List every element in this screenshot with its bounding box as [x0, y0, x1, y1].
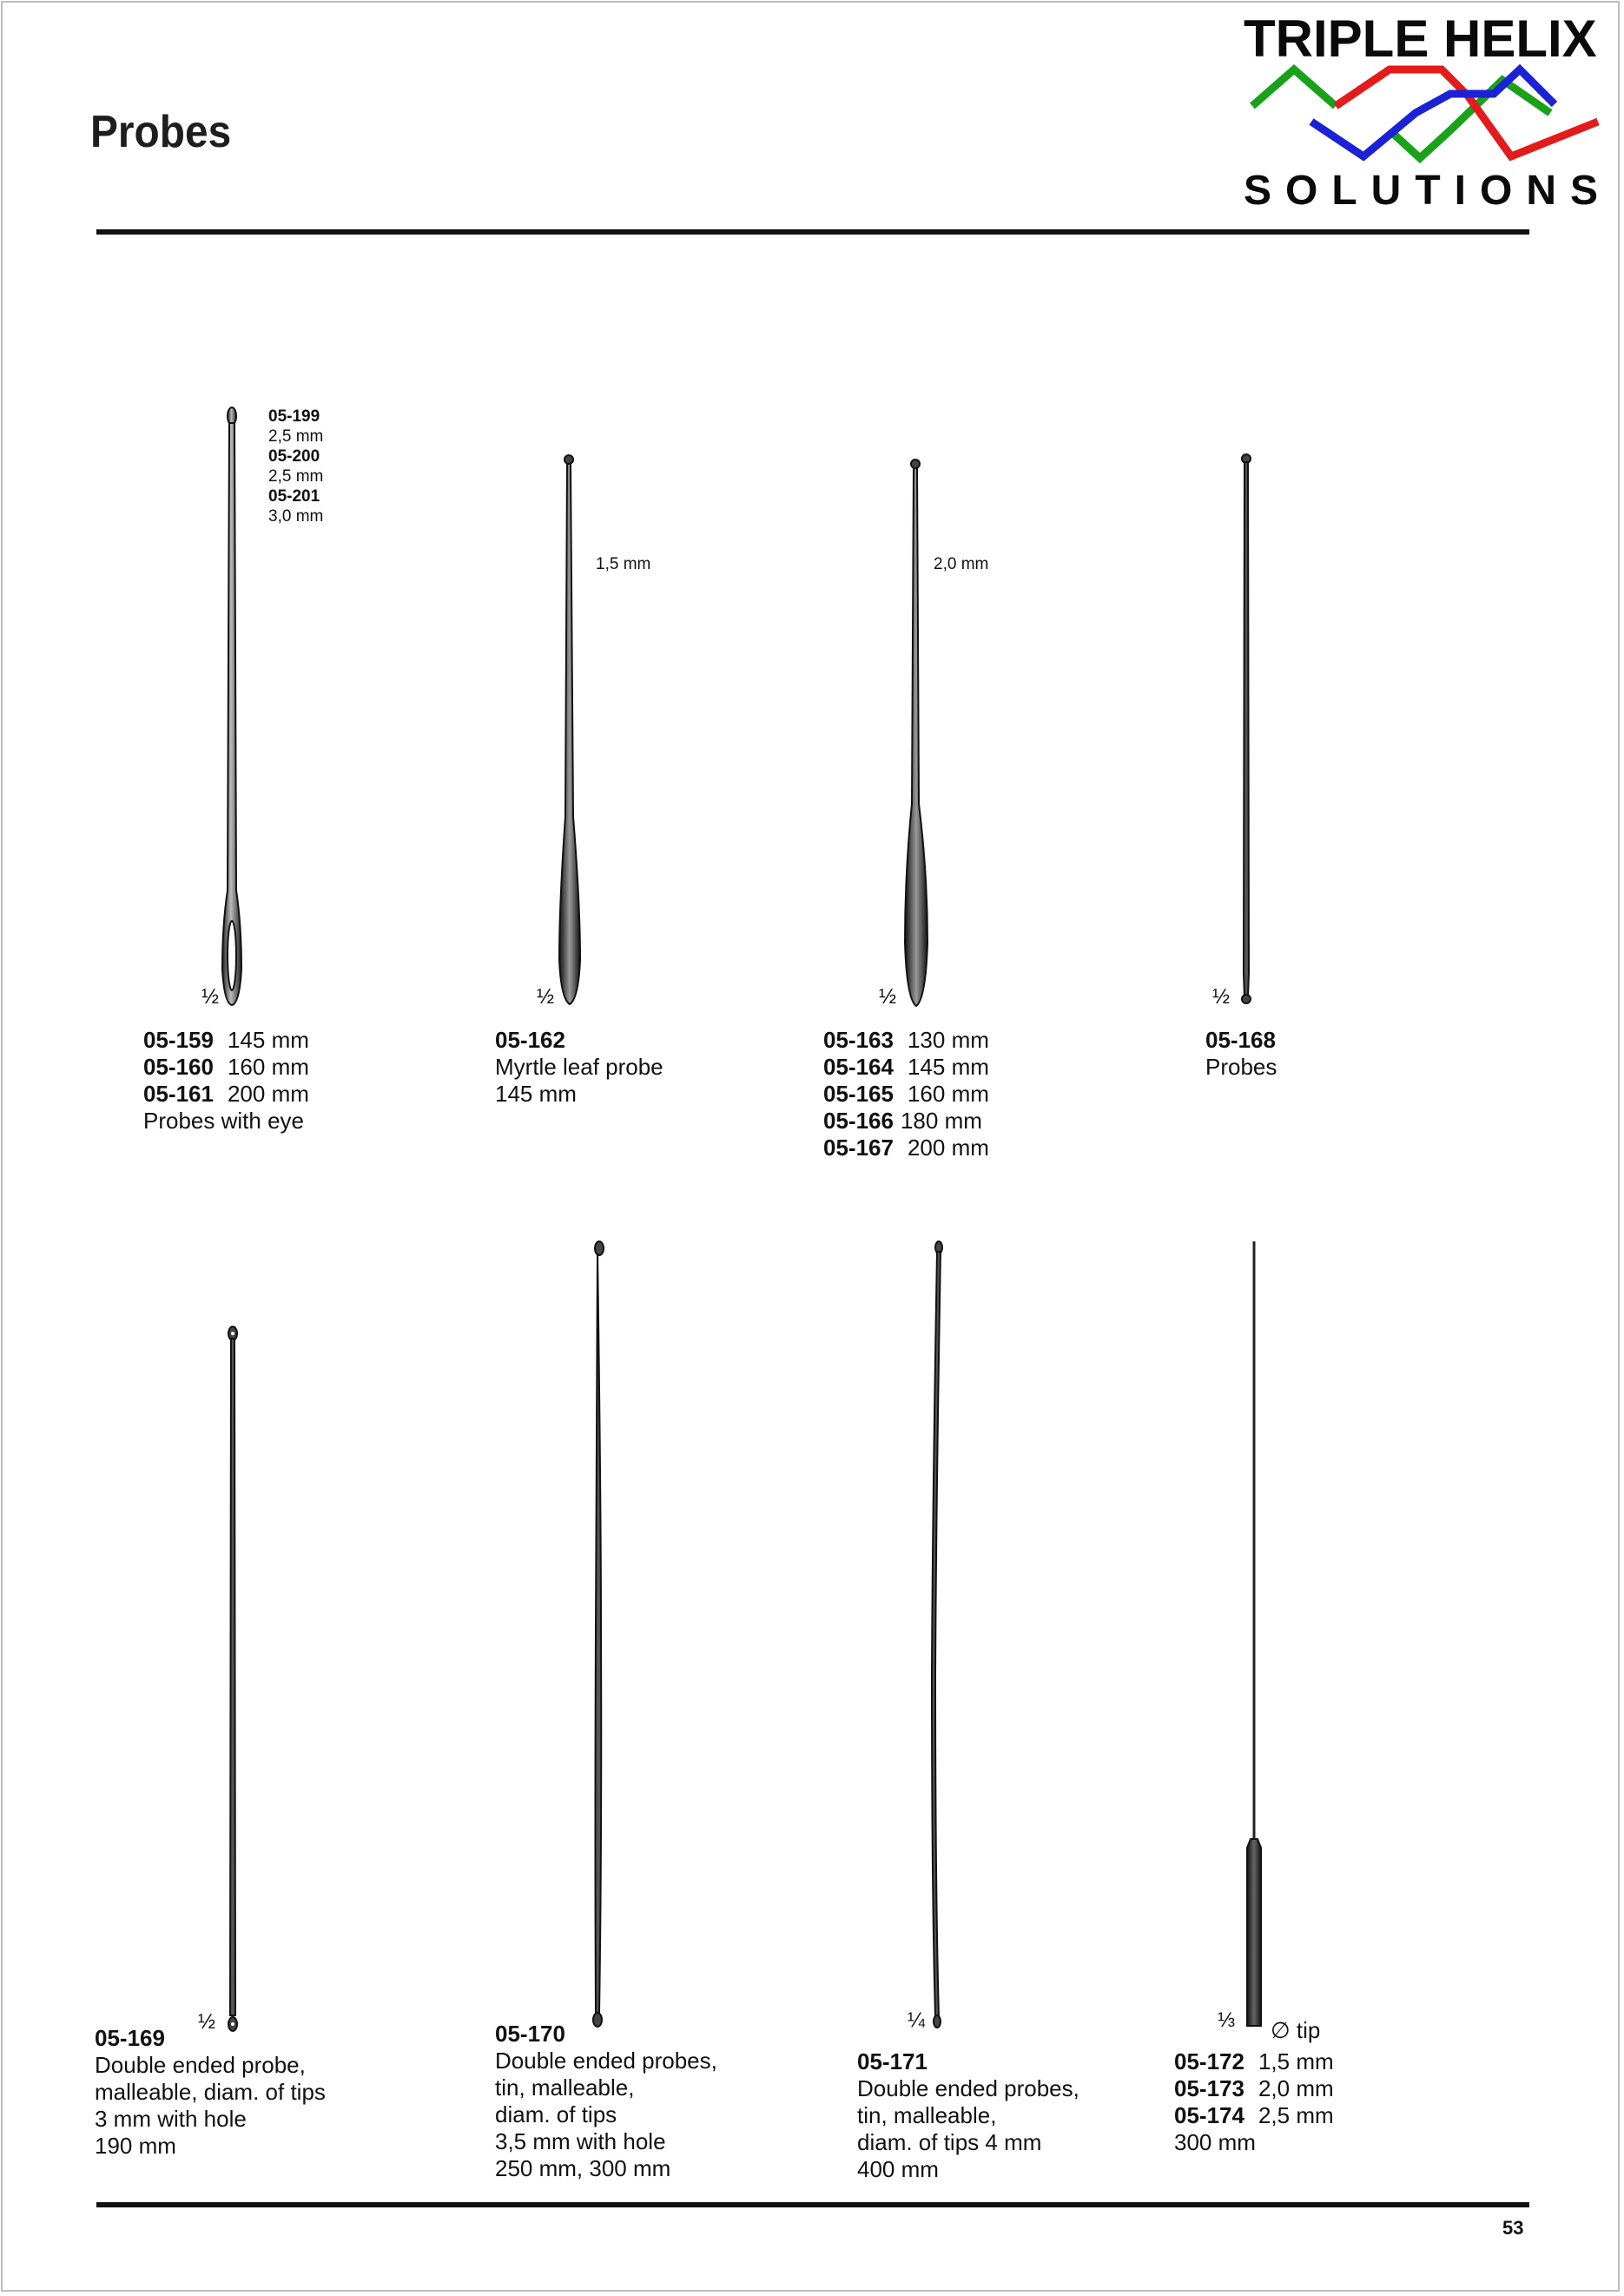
item-description: Probes with eye [143, 1108, 304, 1134]
leaf-probe-drawing [900, 456, 934, 1012]
item-caption-05-172 [1174, 2048, 1334, 2156]
item-code: 05-160 [143, 1054, 214, 1080]
logo-line1: TRIPLE HELIX [1244, 10, 1597, 68]
double-ended-probe-drawing [221, 1325, 247, 2037]
size-code: 05-199 [268, 407, 320, 426]
item-caption-05-159 [143, 1027, 309, 1135]
probe-with-handle-drawing [1242, 1240, 1268, 2030]
item-length: 160 mm [907, 1081, 989, 1107]
size-code: 05-200 [268, 447, 320, 466]
item-description-line: 400 mm [857, 2156, 939, 2182]
long-double-ended-probe-drawing [924, 1240, 950, 2030]
item-description-line: diam. of tips 4 mm [857, 2129, 1042, 2155]
item-code: 05-159 [143, 1027, 214, 1053]
size-code: 05-201 [268, 487, 320, 506]
item-tip-size: 1,5 mm [1258, 2048, 1334, 2074]
item-code: 05-170 [495, 2021, 565, 2047]
item-description-line: 3,5 mm with hole [495, 2128, 666, 2154]
double-ended-probe-tin-drawing [587, 1240, 613, 2030]
item-description: Probes [1205, 1054, 1277, 1080]
item-caption-05-169 [95, 2025, 326, 2160]
item-code: 05-171 [857, 2048, 928, 2074]
item-code: 05-165 [823, 1081, 894, 1107]
item-caption-05-170 [495, 2021, 717, 2182]
item-caption-05-168 [1205, 1027, 1277, 1081]
item-length: 200 mm [227, 1081, 309, 1107]
item-length: 145 mm [495, 1081, 577, 1107]
helix-logo-icon [1242, 61, 1607, 165]
item-length: 200 mm [907, 1135, 989, 1161]
tip-size-label: 2,0 mm [934, 555, 989, 573]
scale-label: ½ [198, 2010, 216, 2034]
item-tip-size: 2,0 mm [1258, 2075, 1334, 2101]
logo-line2: SOLUTIONS [1244, 168, 1613, 214]
company-logo [1233, 0, 1615, 226]
item-length: 160 mm [227, 1054, 309, 1080]
tip-size-label: 1,5 mm [596, 555, 651, 573]
size-value: 2,5 mm [268, 427, 324, 446]
footer-rule [96, 2202, 1529, 2207]
item-description-line: Double ended probes, [495, 2048, 717, 2074]
item-description-line: diam. of tips [495, 2101, 617, 2127]
item-length: 300 mm [1174, 2129, 1256, 2155]
item-description-line: tin, malleable, [495, 2074, 635, 2101]
scale-label: ½ [879, 985, 897, 1009]
item-length: 180 mm [900, 1108, 982, 1134]
header-rule [96, 229, 1529, 235]
item-caption-05-163 [823, 1027, 989, 1161]
scale-label: ⅓ [1218, 2008, 1236, 2032]
straight-probe-drawing [1235, 452, 1261, 1008]
item-description-line: malleable, diam. of tips [95, 2079, 326, 2105]
item-description-line: Double ended probe, [95, 2052, 306, 2078]
myrtle-leaf-probe-drawing [552, 452, 587, 1008]
item-code: 05-162 [495, 1027, 565, 1053]
item-length: 145 mm [907, 1054, 989, 1080]
item-code: 05-166 [823, 1108, 894, 1134]
item-caption-05-162 [495, 1027, 663, 1108]
item-code: 05-167 [823, 1135, 894, 1161]
tip-diameter-label: ∅ tip [1271, 2017, 1321, 2043]
item-description: Myrtle leaf probe [495, 1054, 663, 1080]
item-length: 145 mm [227, 1027, 309, 1053]
item-description-line: 250 mm, 300 mm [495, 2155, 671, 2181]
item-code: 05-168 [1205, 1027, 1276, 1053]
item-tip-size: 2,5 mm [1258, 2102, 1334, 2128]
item-code: 05-169 [95, 2025, 165, 2051]
item-caption-05-171 [857, 2048, 1079, 2183]
scale-label: ¼ [908, 2008, 926, 2032]
scale-label: ½ [1212, 985, 1231, 1009]
item-code: 05-161 [143, 1081, 214, 1107]
item-description-line: 3 mm with hole [95, 2106, 247, 2132]
page-number: 53 [1502, 2217, 1524, 2239]
item-code: 05-174 [1174, 2102, 1244, 2128]
item-code: 05-163 [823, 1027, 894, 1053]
item-code: 05-173 [1174, 2075, 1244, 2101]
item-length: 130 mm [907, 1027, 989, 1053]
item-description-line: Double ended probes, [857, 2075, 1079, 2101]
page-title: Probes [90, 107, 232, 157]
item-code: 05-164 [823, 1054, 894, 1080]
size-value: 3,0 mm [268, 507, 324, 526]
scale-label: ½ [537, 985, 555, 1009]
item-code: 05-172 [1174, 2048, 1244, 2074]
scale-label: ½ [201, 985, 220, 1009]
helix-green-strand [1252, 69, 1336, 106]
item-description-line: 190 mm [95, 2133, 176, 2159]
size-value: 2,5 mm [268, 467, 324, 486]
size-list-05-199 [268, 407, 323, 526]
item-description-line: tin, malleable, [857, 2102, 997, 2128]
probe-with-eye-drawing [217, 404, 252, 1012]
